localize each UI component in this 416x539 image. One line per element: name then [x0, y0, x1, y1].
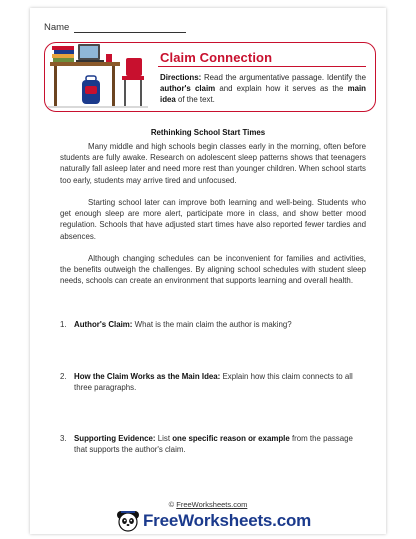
name-label: Name [44, 22, 70, 33]
passage-paragraph: Starting school later can improve both learning and well-being. Students who get enough sleep are more alert, participate more in class, and show better mood regulation. Schools that have adjusted start times have also reported fewer tardies and absences. [60, 198, 366, 241]
passage-title: Rethinking School Start Times [150, 128, 266, 137]
question-text: Supporting Evidence: List one specific reason or example from the passage that supports the author's claim. [74, 434, 353, 455]
logo-text: FreeWorksheets.com [143, 511, 312, 530]
desk-illustration [48, 38, 148, 110]
question-text: Author's Claim: What is the main claim the author is making? [74, 320, 292, 329]
question-item [60, 319, 360, 330]
question-number: 2. [60, 372, 67, 381]
question-number: 1. [60, 320, 67, 329]
directions-text: Directions: Read the argumentative passage. Identify the author's claim and explain how it serves as the main idea of the text. [160, 73, 366, 104]
panda-icon [116, 510, 140, 532]
question-item [60, 433, 360, 455]
name-row [44, 22, 186, 33]
copyright-line: © FreeWorksheets.com [168, 500, 248, 509]
site-link[interactable]: FreeWorksheets.com [176, 500, 248, 509]
name-line [74, 23, 186, 33]
passage-paragraph: Although changing schedules can be inconvenient for families and activities, the benefits outweigh the challenges. By aligning school schedules with student sleep needs, schools can create an environment that supports learning and overall health. [60, 254, 366, 286]
worksheet-title: Claim Connection [160, 50, 273, 65]
question-number: 3. [60, 434, 67, 443]
question-item [60, 371, 360, 393]
site-logo [116, 510, 311, 532]
passage-paragraph: Many middle and high schools begin classes early in the morning, often before students are fully awake. Research on adolescent sleep patterns shows that teenagers naturally fall asleep later and need more rest than younger children. When school starts too early, students may arrive tired and unfocused. [60, 142, 366, 185]
question-text: How the Claim Works as the Main Idea: Explain how this claim connects to all three paragraphs. [74, 372, 353, 393]
title-divider [158, 66, 366, 67]
directions-label: Directions: [160, 73, 202, 82]
